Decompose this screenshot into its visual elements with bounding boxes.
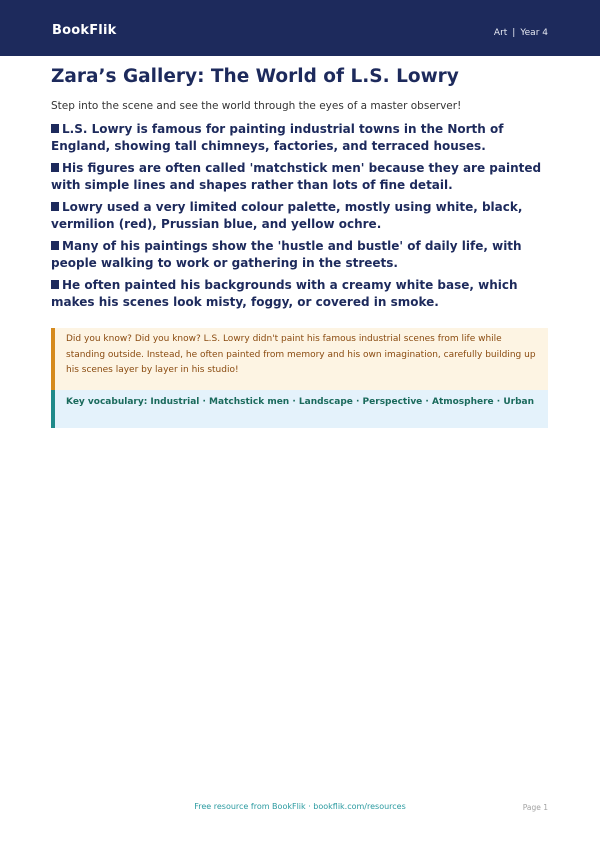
page-title: Zara’s Gallery: The World of L.S. Lowry xyxy=(51,66,459,87)
fact-list xyxy=(51,121,551,316)
square-bullet-icon xyxy=(51,124,59,133)
square-bullet-icon xyxy=(51,202,59,211)
fact-item xyxy=(51,121,551,155)
key-vocabulary-box xyxy=(51,390,548,428)
fact-text: His figures are often called 'matchstick men' because they are painted with simple lines and shapes rather than lots of fine detail. xyxy=(51,161,542,192)
fact-item xyxy=(51,277,551,311)
subject-label: Art xyxy=(493,28,508,38)
fact-text: Lowry used a very limited colour palette, mostly using white, black, vermilion (red), Prussian blue, and yellow ochre. xyxy=(51,200,523,231)
did-you-know-callout xyxy=(51,328,548,390)
fact-item xyxy=(51,160,551,194)
page-subtitle: Step into the scene and see the world through the eyes of a master observer! xyxy=(51,100,462,112)
page-number: Page 1 xyxy=(522,803,548,812)
fact-item xyxy=(51,238,551,272)
callout-text: Did you know? Did you know? L.S. Lowry didn't paint his famous industrial scenes from life while standing outside. Instead, he often painted from memory and his own imagination, carefully building up his scenes layer by layer in his studio! xyxy=(66,334,536,375)
vocabulary-text: Key vocabulary: Industrial · Matchstick men · Landscape · Perspective · Atmosphere · Urban xyxy=(66,397,535,407)
year-label: Year 4 xyxy=(520,28,548,38)
square-bullet-icon xyxy=(51,163,59,172)
fact-item xyxy=(51,199,551,233)
square-bullet-icon xyxy=(51,241,59,250)
header-bar xyxy=(0,0,600,56)
fact-text: He often painted his backgrounds with a creamy white base, which makes his scenes look misty, foggy, or covered in smoke. xyxy=(51,278,518,309)
square-bullet-icon xyxy=(51,280,59,289)
fact-text: Many of his paintings show the 'hustle and bustle' of daily life, with people walking to work or gathering in the streets. xyxy=(51,239,522,270)
header-meta xyxy=(494,28,548,38)
footer-resource-link[interactable]: Free resource from BookFlik · bookflik.com/resources xyxy=(194,802,406,811)
meta-separator: | xyxy=(512,28,516,38)
brand-logo[interactable]: BookFlik xyxy=(52,23,117,38)
fact-text: L.S. Lowry is famous for painting industrial towns in the North of England, showing tall chimneys, factories, and terraced houses. xyxy=(51,122,504,153)
